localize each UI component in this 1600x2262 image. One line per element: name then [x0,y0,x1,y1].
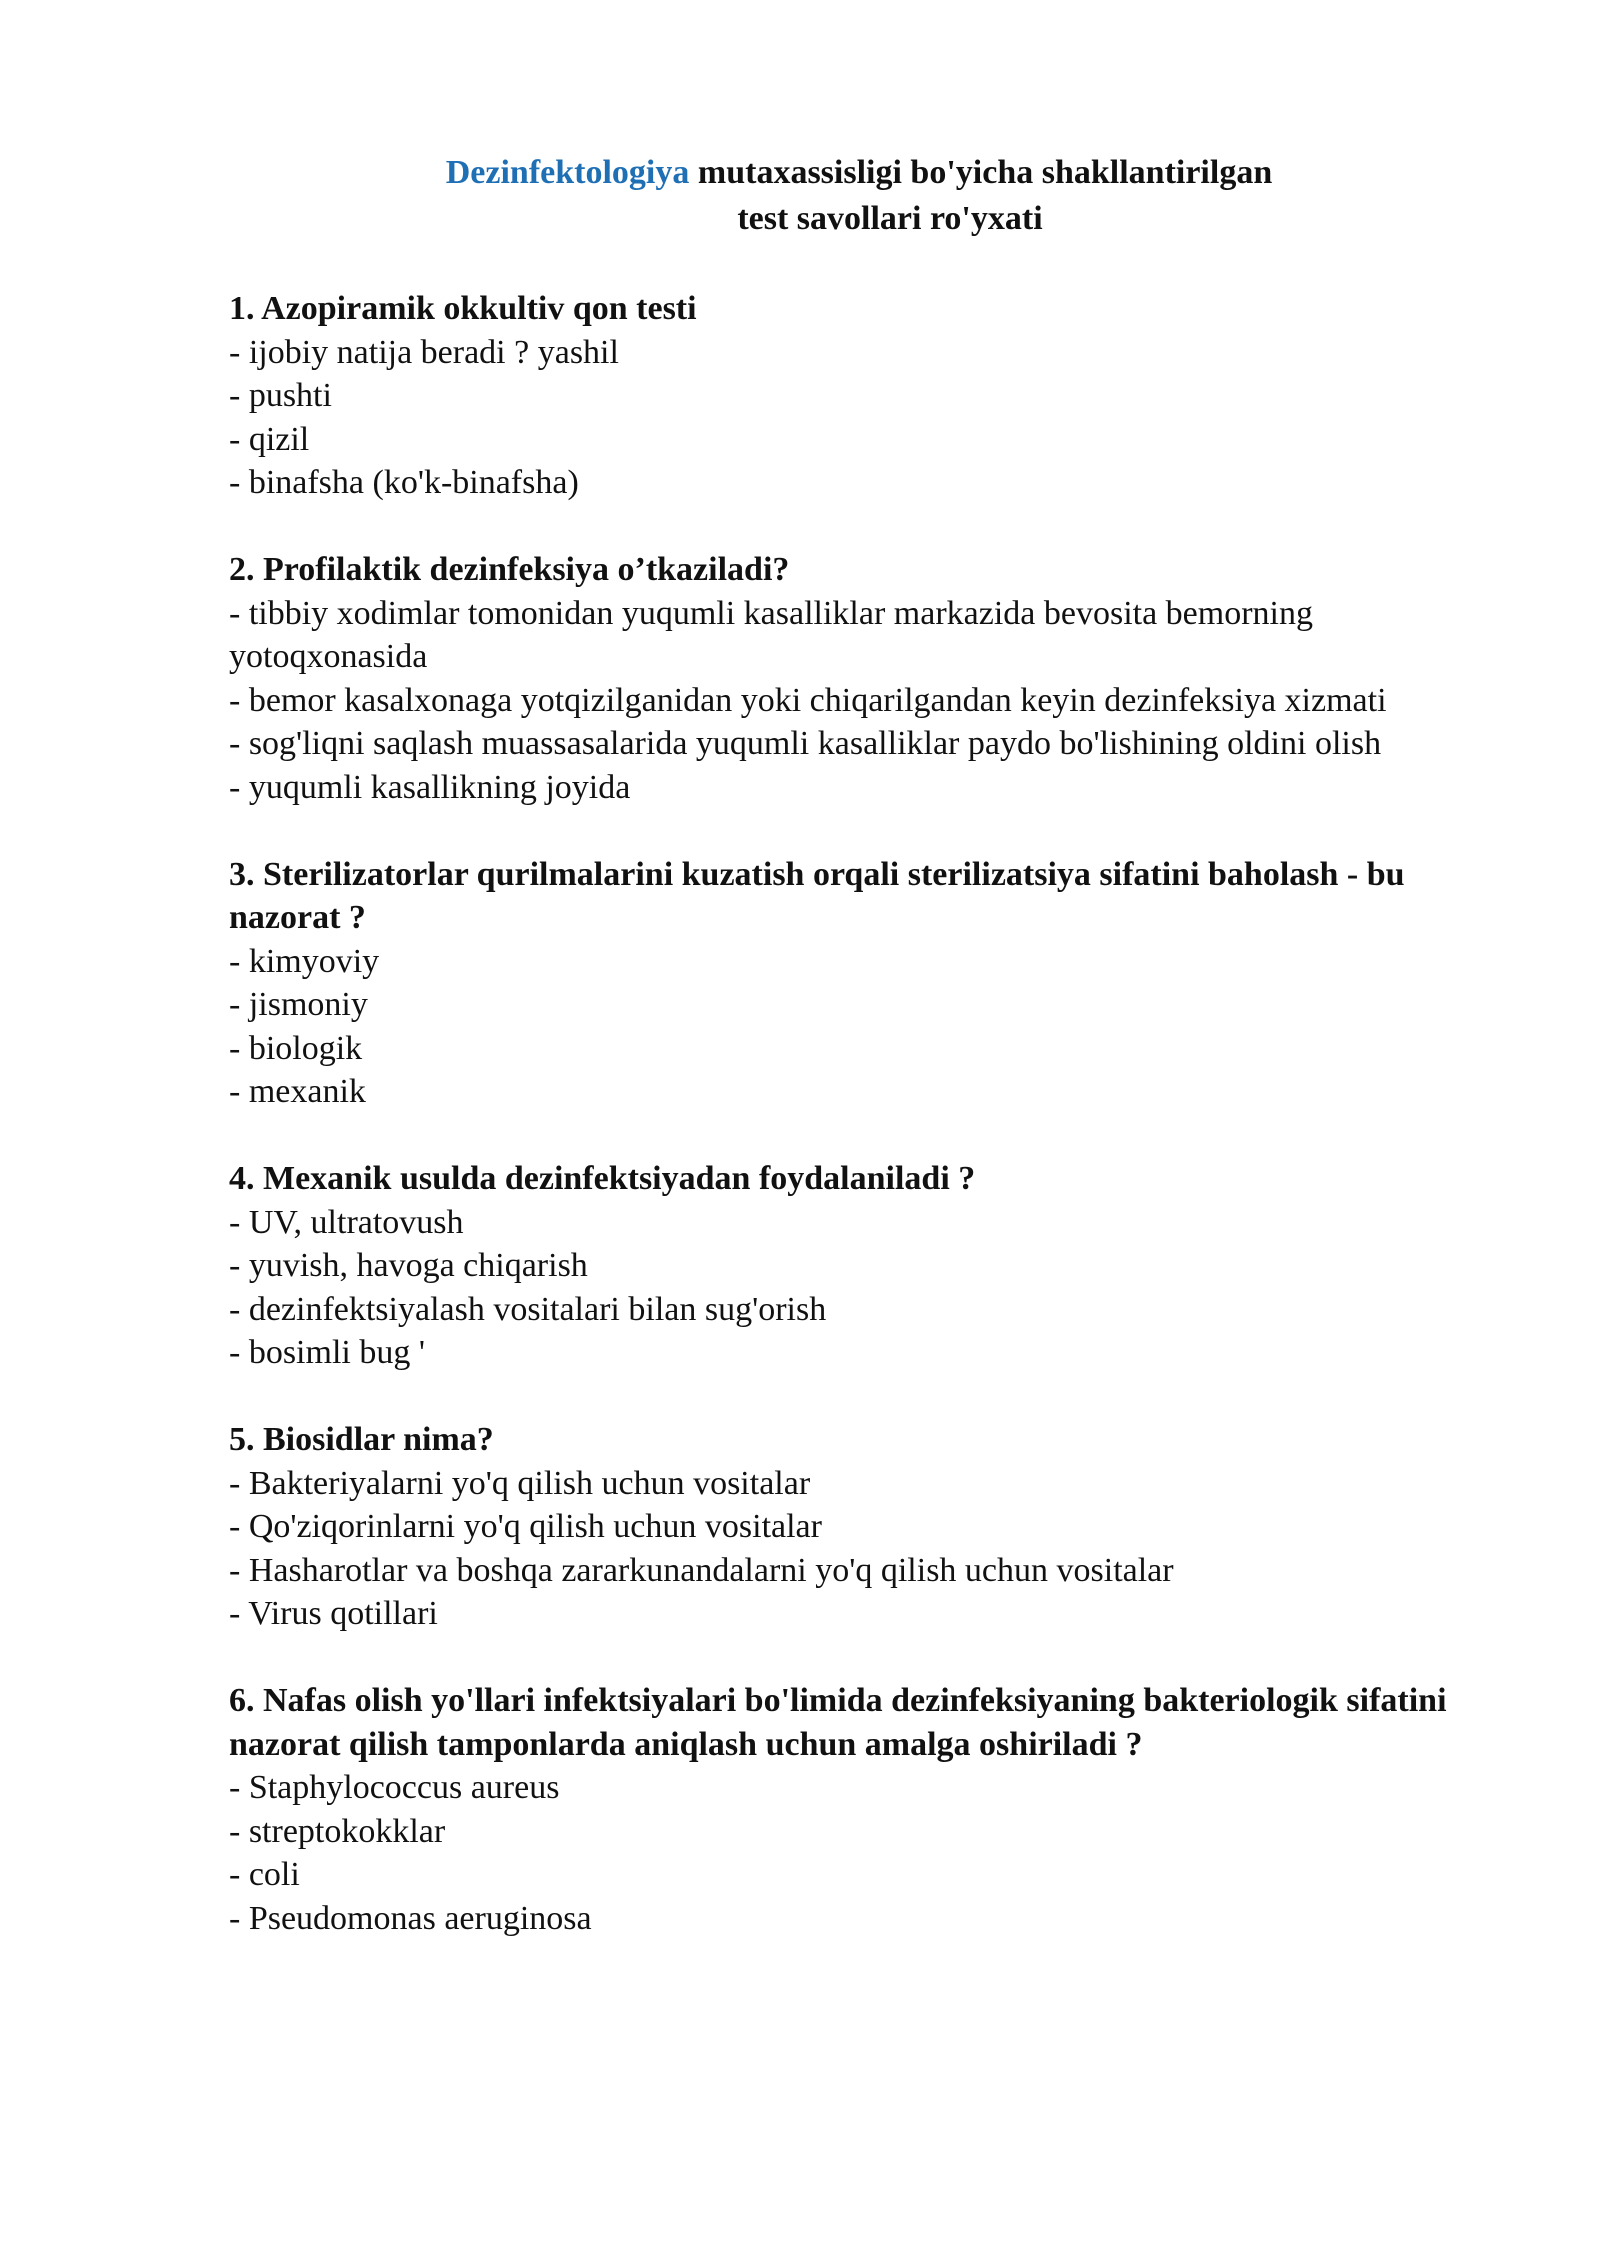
answer-option: - bosimli bug ' [229,1334,425,1371]
answer-option: - kimyoviy [229,942,380,980]
title-accent: Dezinfektologiya [445,154,690,191]
document-title [0,150,1600,242]
question-title: 2. Profilaktik dezinfeksiya o’tkaziladi? [229,551,790,588]
question-list [229,287,1519,1984]
answer-option: - Qo'ziqorinlarni yo'q qilish uchun vositalar [229,1508,822,1545]
question-3 [229,853,1519,1114]
answer-option: - pushti [229,377,332,414]
answer-option: - Hasharotlar va boshqa zararkunandalarni yo'q qilish uchun vositalar [229,1551,1174,1589]
answer-option: - Staphylococcus aureus [229,1769,560,1806]
answer-option: - dezinfektsiyalash vositalari bilan sug'orish [229,1290,827,1328]
question-title: 4. Mexanik usulda dezinfektsiyadan foydalaniladi ? [229,1160,976,1197]
answer-option: - sog'liqni saqlash muassasalarida yuqumli kasalliklar paydo bo'lishining oldini olish [229,725,1382,762]
answer-option: - Bakteriyalarni yo'q qilish uchun vositalar [229,1464,811,1502]
answer-option: - ijobiy natija beradi ? yashil [229,333,619,371]
question-title: 3. Sterilizatorlar qurilmalarini kuzatish orqali sterilizatsiya sifatini baholash - bu nazorat ? [229,855,1405,936]
question-4 [229,1157,1519,1375]
title-rest: mutaxassisligi bo'yicha shakllantirilgan [689,154,1273,191]
answer-option: - yuvish, havoga chiqarish [229,1247,588,1284]
question-6 [229,1679,1519,1940]
question-title: 5. Biosidlar nima? [229,1421,494,1458]
answer-option: - biologik [229,1029,363,1067]
title-line-2: test savollari ro'yxati [737,200,1043,237]
title-line-1 [0,150,1600,196]
question-2 [229,548,1519,809]
answer-option: - UV, ultratovush [229,1203,464,1241]
answer-option: - mexanik [229,1073,366,1110]
answer-option: - yuqumli kasallikning joyida [229,768,631,806]
answer-option: - Virus qotillari [229,1595,438,1632]
answer-option: - Pseudomonas aeruginosa [229,1899,592,1937]
answer-option: - jismoniy [229,986,368,1023]
answer-option: - qizil [229,420,310,458]
answer-option: - binafsha (ko'k-binafsha) [229,464,579,501]
question-title: 1. Azopiramik okkultiv qon testi [229,290,697,327]
question-title: 6. Nafas olish yo'llari infektsiyalari bo'limida dezinfeksiyaning bakteriologik sifatini nazorat qilish tamponlarda aniqlash uchun amalga oshiriladi ? [229,1682,1447,1763]
question-5 [229,1418,1519,1636]
answer-option: - coli [229,1856,300,1893]
answer-option: - bemor kasalxonaga yotqizilganidan yoki chiqarilgandan keyin dezinfeksiya xizmati [229,681,1387,719]
question-1 [229,287,1519,505]
answer-option: - tibbiy xodimlar tomonidan yuqumli kasalliklar markazida bevosita bemorning yotoqxonasida [229,594,1313,675]
answer-option: - streptokokklar [229,1812,446,1850]
